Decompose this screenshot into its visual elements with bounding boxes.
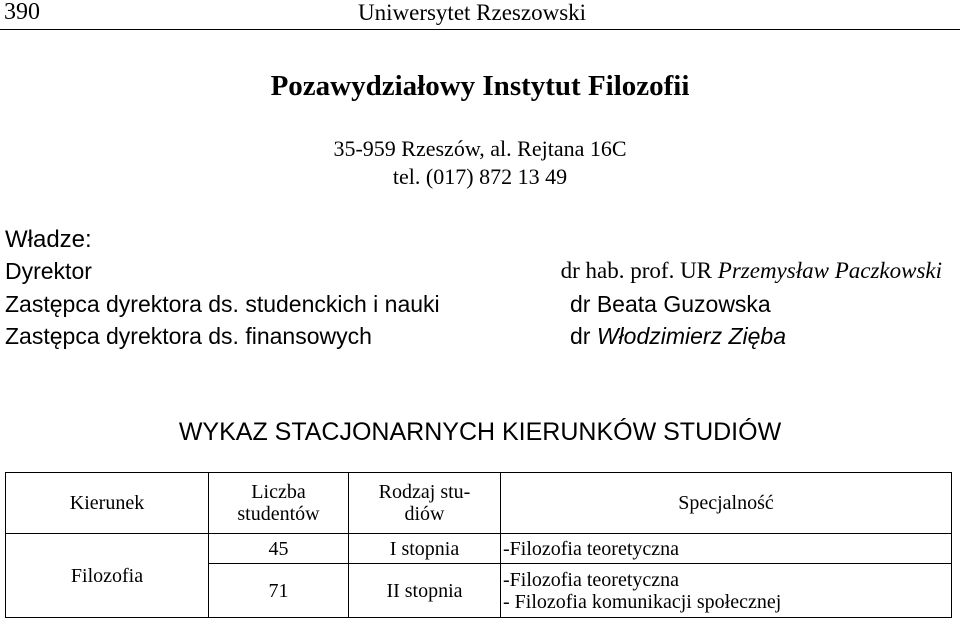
- running-title: Uniwersytet Rzeszowski: [358, 0, 587, 25]
- director-name: [561, 258, 942, 284]
- deputy-students-name: [570, 291, 771, 318]
- deputy-finance-person: Włodzimierz Zięba: [596, 323, 786, 349]
- programs-title: WYKAZ STACJONARNYCH KIERUNKÓW STUDIÓW: [178, 418, 782, 446]
- deputy-students-title: dr: [570, 291, 591, 317]
- role-director: Dyrektor: [5, 258, 92, 284]
- table-row: [6, 534, 952, 564]
- authorities-heading: Władze:: [5, 226, 92, 253]
- role-deputy-finance: Zastępca dyrektora ds. finansowych: [5, 323, 372, 349]
- deputy-finance-name: [570, 323, 786, 350]
- programs-table: [5, 472, 952, 618]
- header-type-line2: diów: [404, 503, 445, 525]
- cell-students: 71: [209, 564, 349, 618]
- header-students: [209, 473, 349, 534]
- cell-students: 45: [209, 534, 349, 564]
- header-type: [349, 473, 501, 534]
- header-students-line2: studentów: [237, 503, 320, 525]
- director-title: dr hab. prof. UR: [560, 258, 713, 283]
- deputy-students-person: Beata Guzowska: [596, 291, 771, 317]
- header-students-line1: Liczba: [251, 481, 306, 503]
- role-deputy-students: Zastępca dyrektora ds. studenckich i nauki: [5, 291, 440, 317]
- institute-title: Pozawydziałowy Instytut Filozofii: [270, 70, 690, 102]
- director-person: Przemysław Paczkowski: [717, 258, 942, 283]
- header-rule: [0, 29, 960, 30]
- cell-specialty: -Filozofia teoretyczna: [501, 534, 952, 564]
- institute-phone: tel. (017) 872 13 49: [392, 164, 568, 189]
- page-number: 390: [4, 0, 40, 25]
- cell-field: Filozofia: [6, 534, 209, 618]
- table-header-row: [6, 473, 952, 534]
- specialty-item: - Filozofia komunikacji społecznej: [503, 590, 782, 613]
- cell-type: I stopnia: [349, 534, 501, 564]
- header-specialty: Specjalność: [501, 473, 952, 534]
- cell-specialty: [501, 564, 952, 618]
- cell-type: II stopnia: [349, 564, 501, 618]
- institute-address: 35-959 Rzeszów, al. Rejtana 16C: [333, 136, 627, 161]
- header-type-line1: Rodzaj stu-: [378, 481, 471, 503]
- specialty-item: -Filozofia teoretyczna: [503, 568, 680, 591]
- deputy-finance-title: dr: [570, 323, 591, 349]
- header-field: Kierunek: [6, 473, 209, 534]
